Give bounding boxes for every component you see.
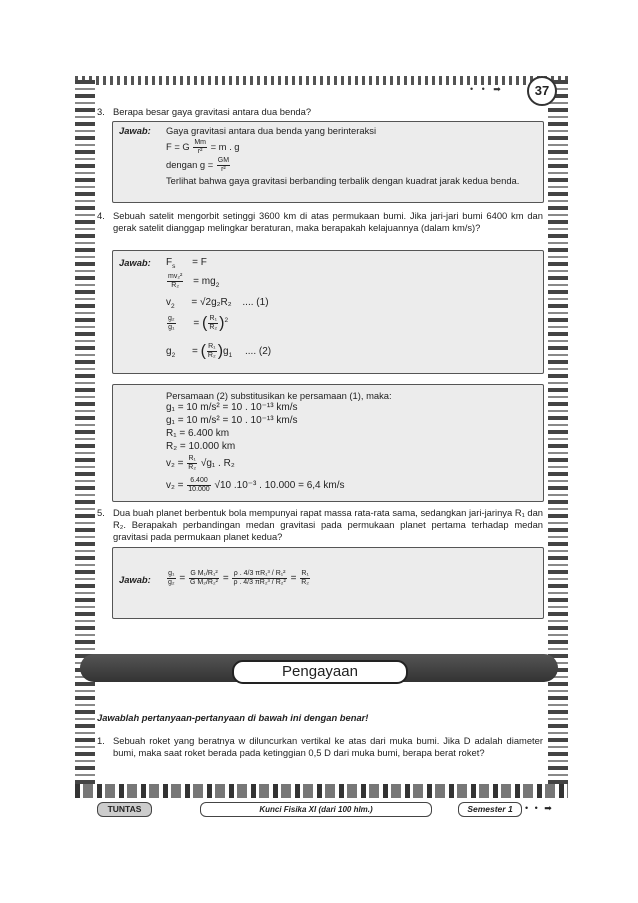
eq-part: v xyxy=(166,297,171,308)
numerator: 6.400 xyxy=(187,477,210,486)
denominator: 10.000 xyxy=(188,486,210,493)
fraction xyxy=(217,157,230,174)
numerator: R₁ xyxy=(209,315,217,322)
denominator: R₂ xyxy=(209,324,218,331)
formula-part: = m . g xyxy=(210,140,240,152)
answer-box-3 xyxy=(112,121,544,203)
answer-line: Terlihat bahwa gaya gravitasi berbanding terbalik dengan kuadrat jarak kedua benda. xyxy=(166,175,520,186)
question-number: 4. xyxy=(97,210,105,221)
eq-part: = mg xyxy=(193,276,216,288)
eq-part: g xyxy=(223,346,229,358)
numerator: GM xyxy=(217,157,230,164)
eq-4: $\frac{\text{g₂}}{\text{g₁}}$ = ( $\frac{\text{R₁}}{\text{R₂}}$ )$^2$ xyxy=(168,314,229,332)
question-number: 1. xyxy=(97,735,105,746)
question-5 xyxy=(97,507,543,543)
fraction xyxy=(189,570,219,587)
numerator: R₁ xyxy=(188,455,196,462)
denominator: r² xyxy=(197,148,203,155)
answer-line: Gaya gravitasi antara dua benda yang berinteraksi xyxy=(166,125,377,136)
eq-part: v₂ = xyxy=(166,480,184,492)
fraction xyxy=(187,455,197,472)
fraction xyxy=(300,570,310,587)
denominator: g₁ xyxy=(168,324,175,331)
question-3 xyxy=(97,106,543,118)
dots-arrow-icon: • • ➡ xyxy=(525,803,554,813)
section-title: Pengayaan xyxy=(232,660,408,684)
eq-part: √10 .10⁻³ . 10.000 = 6,4 km/s xyxy=(214,480,345,492)
answer-label: Jawab: xyxy=(119,257,151,268)
eq-sub: 2 xyxy=(171,303,175,310)
eq-1 xyxy=(166,257,207,269)
fraction xyxy=(187,477,210,494)
fraction xyxy=(193,139,207,156)
answer-label: Jawab: xyxy=(119,574,151,585)
instruction: Jawablah pertanyaan-pertanyaan di bawah ini dengan benar! xyxy=(97,712,369,723)
formula-part: F = G xyxy=(166,140,190,152)
eq-part: v₂ = xyxy=(166,458,184,470)
answer-line xyxy=(166,477,345,494)
answer-box-4 xyxy=(112,250,544,374)
numerator: g₁ xyxy=(168,570,175,577)
fraction xyxy=(167,570,176,587)
answer-line: R₂ = 10.000 km xyxy=(166,441,236,452)
eq-sub: 2 xyxy=(171,352,176,360)
denominator: ρ . 4/3 πR₂³ / R₂² xyxy=(233,579,286,586)
exponent: 2 xyxy=(224,316,229,324)
eq-3 xyxy=(166,297,269,309)
question-text: Dua buah planet berbentuk bola mempunyai rapat massa rata-rata sama, sedangkan jari-jarinya R₁ dan R₂. Berapakah perbandingan medan gravitasi pada permukaan planet pertama terhadap medan gravitasi pada permukaan planet kedua? xyxy=(113,507,543,542)
numerator: G M₁/R₁² xyxy=(190,570,218,577)
question-text: Sebuah roket yang beratnya w diluncurkan vertikal ke atas dari muka bumi. Jika D adalah diameter bumi, maka saat roket berada pada ketinggian 0,5 D dari muka bumi, berapa berat roket? xyxy=(113,735,543,758)
border-right xyxy=(548,80,568,800)
numerator: Mm xyxy=(194,139,206,146)
eq-part: F xyxy=(166,257,173,268)
question-4 xyxy=(97,210,543,234)
eq-tag: .... (2) xyxy=(245,346,272,358)
denominator: R₂ xyxy=(171,282,180,289)
eq-2 xyxy=(166,273,219,290)
answer-line: g₁ = 10 m/s² = 10 . 10⁻¹³ km/s xyxy=(166,415,298,426)
denominator: R₂ xyxy=(188,464,197,471)
footer-semester: Semester 1 xyxy=(458,802,522,817)
question-number: 5. xyxy=(97,507,105,518)
eq-sub: 1 xyxy=(228,352,233,360)
fraction xyxy=(232,570,286,587)
eq-sub: s xyxy=(172,263,176,270)
answer-line xyxy=(166,455,235,472)
fraction xyxy=(207,343,217,360)
footer-title: Kunci Fisika XI (dari 100 hlm.) xyxy=(200,802,432,817)
numerator: R₁ xyxy=(301,570,309,577)
eq-part: g xyxy=(166,346,172,358)
eq-sub: 2 xyxy=(215,282,220,290)
footer-tuntas: TUNTAS xyxy=(97,802,152,817)
ratio-equation: $\frac{\text{g₁}}{\text{g₂}}$ = $\frac{\text{G M₁/R₁²}}{\text{G M₂/R₂²}}$ = $\frac{\text{ρ . 4/3 πR₁³ / R₁²}}{\text{ρ . 4/3 πR₂³ / R₂²}}$ = $\frac{\text{R₁}}{\text{R₂}}$ xyxy=(168,570,309,586)
question-text: Berapa besar gaya gravitasi antara dua benda? xyxy=(113,106,312,117)
fraction xyxy=(208,315,218,332)
denominator: G M₂/R₂² xyxy=(190,579,219,586)
eq-tag: .... (1) xyxy=(242,297,269,308)
enrichment-question-1 xyxy=(97,735,543,759)
eq-5: $g_2$ = ( $\frac{\text{R₁}}{\text{R₂}}$ )$g_1$ .... (2) xyxy=(166,342,272,360)
answer-label: Jawab: xyxy=(119,125,151,136)
answer-box-4b xyxy=(112,384,544,502)
border-bottom xyxy=(75,784,568,798)
eq-part: √g₁ . R₂ xyxy=(200,458,235,470)
eq-part: = √2g₂R₂ xyxy=(191,297,232,308)
fraction xyxy=(167,273,183,290)
numerator: ρ . 4/3 πR₁³ / R₁² xyxy=(233,570,286,577)
eq-part: = F xyxy=(192,257,207,268)
numerator: mv₂² xyxy=(168,273,183,280)
answer-box-5 xyxy=(112,547,544,619)
border-left xyxy=(75,80,95,800)
denominator: r² xyxy=(221,166,226,173)
denominator: g₂ xyxy=(168,579,175,586)
question-text: Sebuah satelit mengorbit setinggi 3600 km di atas permukaan bumi. Jika jari-jari bumi 6400 km dan gerak satelit dianggap melingkar beraturan, maka berapakah kelajuannya (dalam km/s)? xyxy=(113,210,543,233)
numerator: R₁ xyxy=(208,343,216,350)
answer-line: g₁ = 10 m/s² = 10 . 10⁻¹³ km/s xyxy=(166,402,298,413)
page-number: 37 xyxy=(527,76,557,106)
numerator: g₂ xyxy=(168,315,175,322)
formula-g xyxy=(166,157,231,174)
formula-part: dengan g = xyxy=(166,158,214,170)
answer-line: R₁ = 6.400 km xyxy=(166,428,230,439)
denominator: R₂ xyxy=(207,352,216,359)
question-number: 3. xyxy=(97,106,105,117)
denominator: R₂ xyxy=(301,579,309,586)
formula-f xyxy=(166,139,240,156)
fraction xyxy=(167,315,176,332)
dots-arrow-icon: • • ➡ xyxy=(470,84,504,94)
answer-line: Persamaan (2) substitusikan ke persamaan (1), maka: xyxy=(166,390,392,401)
